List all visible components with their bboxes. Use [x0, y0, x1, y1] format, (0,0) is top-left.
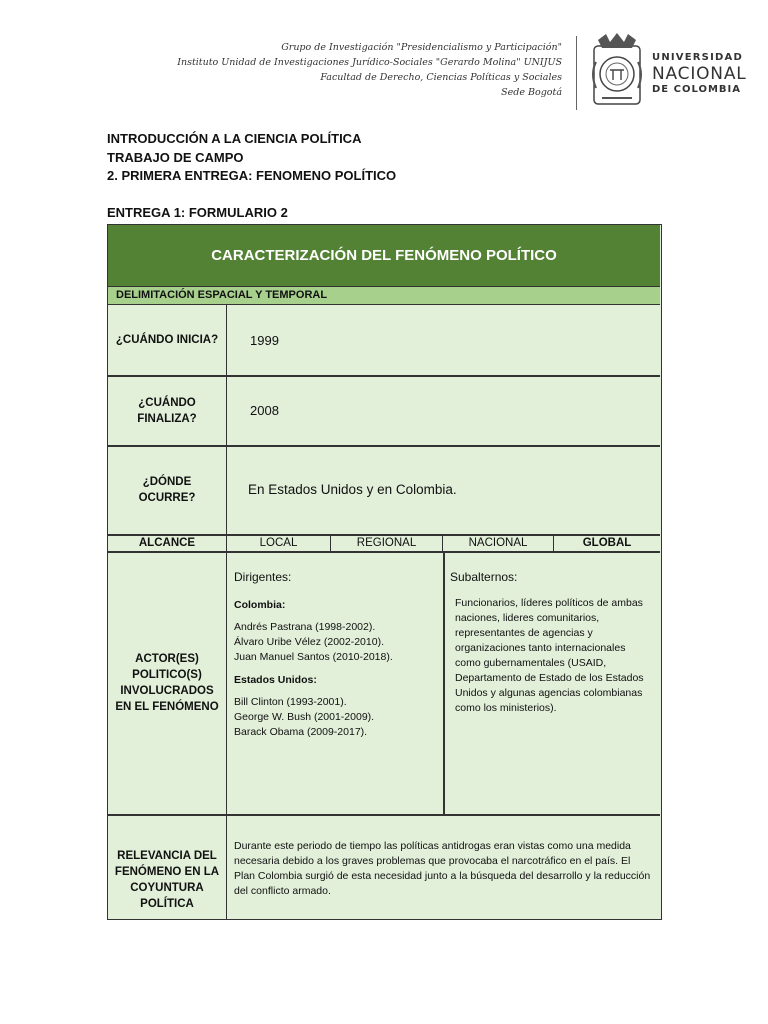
start-label: ¿CUÁNDO INICIA?	[108, 305, 227, 375]
location-label: ¿DÓNDE OCURRE?	[108, 446, 227, 534]
delivery-title: 2. PRIMERA ENTREGA: FENOMENO POLÍTICO	[107, 168, 397, 183]
course-title: INTRODUCCIÓN A LA CIENCIA POLÍTICA	[107, 131, 362, 146]
colombia-title: Colombia:	[234, 599, 286, 611]
subordinates-block	[450, 570, 655, 716]
university-name-line2: NACIONAL	[652, 64, 747, 84]
form-heading: ENTREGA 1: FORMULARIO 2	[107, 205, 288, 220]
relevance-label: RELEVANCIA DEL FENÓMENO EN LA COYUNTURA POLÍTICA	[108, 815, 227, 919]
colombia-list	[234, 620, 439, 665]
document-titles	[107, 130, 396, 186]
institution-line: Facultad de Derecho, Ciencias Políticas y Sociales	[320, 72, 562, 83]
institution-line: Instituto Unidad de Investigaciones Jurídico-Sociales "Gerardo Molina" UNIJUS	[177, 57, 562, 68]
usa-title: Estados Unidos:	[234, 674, 317, 686]
scope-option-local: LOCAL	[227, 535, 331, 552]
leaders-block	[234, 570, 439, 740]
location-value: En Estados Unidos y en Colombia.	[248, 482, 457, 497]
scope-option-nacional: NACIONAL	[443, 535, 554, 552]
list-item: Juan Manuel Santos (2010-2018).	[234, 651, 393, 663]
list-item: Bill Clinton (1993-2001).	[234, 696, 347, 708]
institution-line: Grupo de Investigación "Presidencialismo y Participación"	[281, 42, 562, 53]
university-seal-icon	[588, 32, 646, 108]
header-divider	[576, 36, 577, 110]
form-banner: CARACTERIZACIÓN DEL FENÓMENO POLÍTICO	[108, 225, 660, 287]
scope-option-global-selected: GLOBAL	[582, 537, 632, 549]
usa-list	[234, 695, 439, 740]
end-value: 2008	[250, 403, 279, 418]
scope-option-regional: REGIONAL	[331, 535, 443, 552]
leaders-title: Dirigentes:	[234, 570, 292, 584]
university-name-line1: UNIVERSIDAD	[652, 52, 743, 63]
section-delimitation: DELIMITACIÓN ESPACIAL Y TEMPORAL	[108, 287, 660, 305]
list-item: Barack Obama (2009-2017).	[234, 726, 368, 738]
institution-text	[177, 40, 562, 100]
scope-label: ALCANCE	[108, 535, 227, 552]
scope-row	[108, 535, 660, 552]
subordinates-title: Subalternos:	[450, 570, 518, 584]
list-item: George W. Bush (2001-2009).	[234, 711, 375, 723]
university-name-line3: DE COLOMBIA	[652, 84, 742, 95]
subordinates-text: Funcionarios, líderes políticos de ambas naciones, lideres comunitarios, representantes de agencias y organizaciones tanto internacionales como gubernamentales (USAID, Departamento de Estado de los Estados Unidos y algunas agencias colombianas como los ministerios).	[455, 597, 644, 714]
start-value: 1999	[250, 333, 279, 348]
characterization-form	[107, 224, 662, 920]
work-title: TRABAJO DE CAMPO	[107, 149, 244, 165]
actors-divider	[443, 552, 445, 814]
relevance-value: Durante este periodo de tiempo las políticas antidrogas eran vistas como una medida necesaria debido a los graves problemas que provocaba el narcotráfico en el país. El Plan Colombia surgió de esta necesidad junto a la búsqueda del desarrollo y la reducción del conflicto armado.	[234, 840, 651, 897]
actors-label: ACTOR(ES) POLITICO(S) INVOLUCRADOS EN EL FENÓMENO	[108, 552, 227, 814]
institution-line: Sede Bogotá	[501, 87, 562, 98]
list-item: Andrés Pastrana (1998-2002).	[234, 621, 376, 633]
document-header	[0, 30, 768, 110]
end-label: ¿CUÁNDO FINALIZA?	[108, 376, 227, 445]
university-name	[652, 52, 747, 96]
list-item: Álvaro Uribe Vélez (2002-2010).	[234, 636, 384, 648]
